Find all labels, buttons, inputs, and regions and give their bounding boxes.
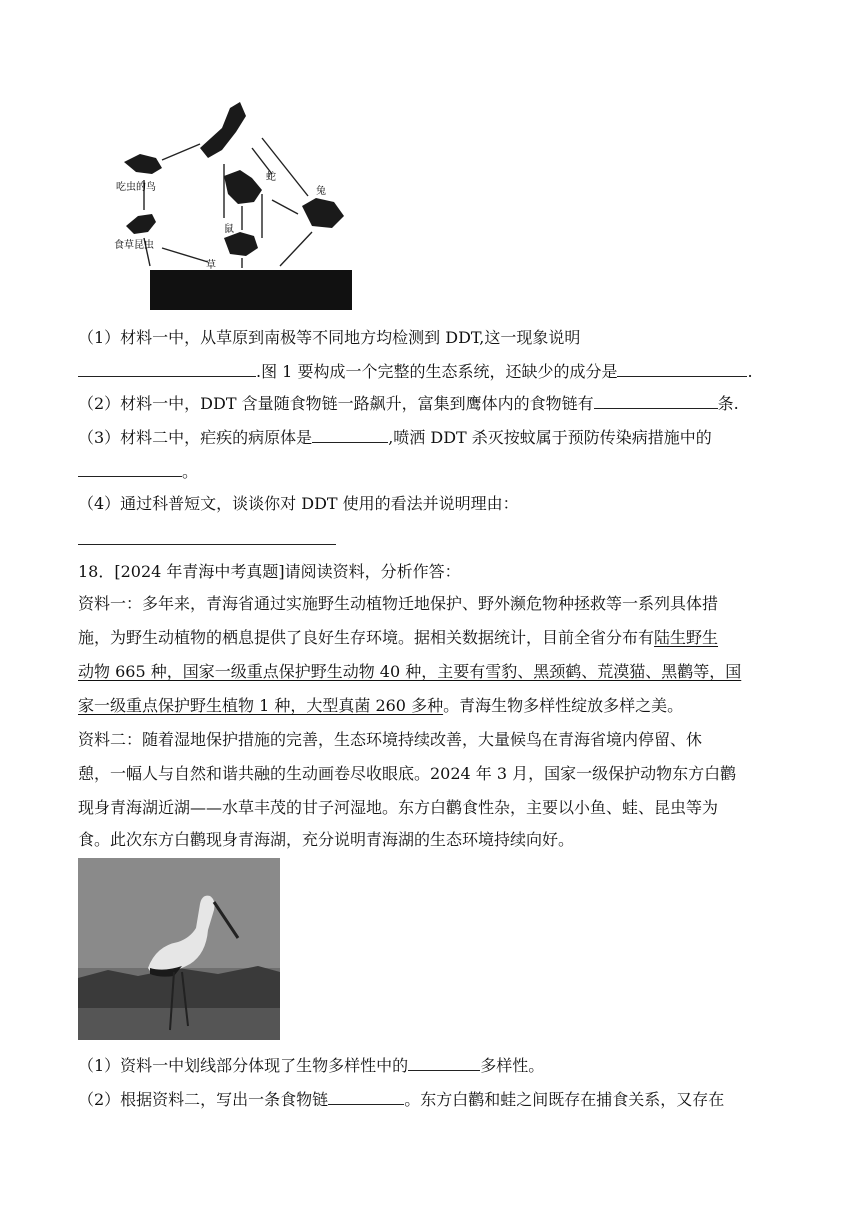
answer-blank[interactable] (78, 526, 336, 545)
answer-blank[interactable] (312, 424, 388, 443)
rabbit-shape (302, 198, 344, 228)
grass-ground (150, 270, 352, 310)
answer-blank[interactable] (78, 458, 182, 477)
q17-part4-answer (78, 526, 336, 552)
insect-shape (126, 214, 156, 234)
label-rabbit: 兔 (316, 186, 326, 197)
q17-part3-line1: （3）材料二中，疟疾的病原体是 ,喷洒 DDT 杀灭按蚊属于预防传染病措施中的 (78, 424, 712, 450)
label-mouse: 鼠 (224, 224, 234, 235)
eagle-shape (200, 102, 246, 158)
material2-line4: 食。此次东方白鹳现身青海湖，充分说明青海湖的生态环境持续向好。 (78, 830, 575, 849)
food-web-figure (112, 98, 362, 313)
material2-line2: 憩，一幅人与自然和谐共融的生动画卷尽收眼底。2024 年 3 月，国家一级保护动物东方白鹳 (78, 764, 737, 783)
material1-line2: 施，为野生动植物的栖息提供了良好生存环境。据相关数据统计，目前全省分布有陆生野生 (78, 628, 719, 647)
material1-line3: 动物 665 种，国家一级重点保护野生动物 40 种，主要有雪豹、黑颈鹤、荒漠猫、黑鹳等，国 (78, 662, 742, 681)
q17-part3-line2: 。 (78, 458, 198, 484)
q18-part2: （2）根据资料二，写出一条食物链 。东方白鹳和蛙之间既存在捕食关系，又存在 (78, 1086, 724, 1112)
q18-part1: （1）资料一中划线部分体现了生物多样性中的 多样性。 (78, 1052, 544, 1078)
label-insect: 食草昆虫 (114, 240, 154, 251)
label-grass: 草 (206, 260, 216, 271)
label-insect-bird: 吃虫的鸟 (116, 182, 156, 193)
mouse-shape (224, 232, 258, 256)
insect-bird-shape (124, 154, 162, 174)
material1-line1: 资料一：多年来，青海省通过实施野生动植物迁地保护、野外濒危物种拯救等一系列具体措 (78, 594, 719, 613)
answer-blank[interactable] (617, 358, 747, 377)
q17-part4: （4）通过科普短文，谈谈你对 DDT 使用的看法并说明理由： (78, 494, 519, 513)
q18-header: 18．[2024 年青海中考真题]请阅读资料，分析作答： (78, 562, 461, 581)
material2-line3: 现身青海湖近湖——水草丰茂的甘子河湿地。东方白鹳食性杂，主要以小鱼、蛙、昆虫等为 (78, 798, 719, 817)
q17-part2: （2）材料一中，DDT 含量随食物链一路飙升，富集到鹰体内的食物链有 条. (78, 390, 739, 416)
food-web-diagram (112, 98, 362, 313)
q17-part1-line2: .图 1 要构成一个完整的生态系统，还缺少的成分是 . (78, 358, 753, 384)
q17-part1-line1: （1）材料一中，从草原到南极等不同地方均检测到 DDT,这一现象说明 (78, 328, 581, 347)
answer-blank[interactable] (408, 1052, 480, 1071)
stork-image (78, 858, 280, 1040)
answer-blank[interactable] (594, 390, 718, 409)
stork-photo (78, 858, 280, 1040)
snake-shape (224, 170, 262, 204)
answer-blank[interactable] (328, 1086, 404, 1105)
material1-line4: 家一级重点保护野生植物 1 种，大型真菌 260 多种。青海生物多样性绽放多样之美。 (78, 696, 684, 715)
label-snake: 蛇 (266, 172, 276, 183)
answer-blank[interactable] (78, 358, 256, 377)
material2-line1: 资料二：随着湿地保护措施的完善，生态环境持续改善，大量候鸟在青海省境内停留、休 (78, 730, 703, 749)
